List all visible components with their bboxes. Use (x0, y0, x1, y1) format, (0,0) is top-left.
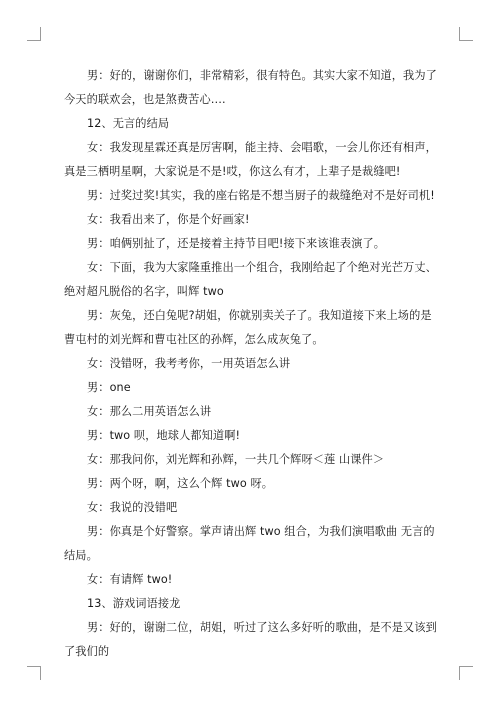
paragraph: 女：我看出来了，你是个好画家! (87, 213, 250, 226)
paragraph: 男：你真是个好警察。掌声请出辉 two 组合，为我们演唱歌曲 无言的结局。 (64, 525, 435, 562)
paragraph: 男：one (87, 381, 131, 394)
paragraph: 男：two 呗，地球人都知道啊! (87, 429, 241, 442)
document-body (64, 64, 440, 664)
paragraph: 女：没错呀，我考考你，一用英语怎么讲 (87, 357, 291, 370)
paragraph: 女：有请辉 two! (87, 573, 173, 586)
paragraph: 男：两个呀，啊，这么个辉 two 呀。 (87, 477, 274, 490)
section-heading: 13、游戏词语接龙 (87, 597, 181, 610)
paragraph: 女：下面，我为大家隆重推出一个组合，我刚给起了个绝对光芒万丈、绝对超凡脱俗的名字，叫辉 two (64, 261, 437, 298)
paragraph: 男：灰兔，还白兔呢?胡姐，你就别卖关子了。我知道接下来上场的是曹屯村的刘光辉和曹屯社区的孙辉，怎么成灰兔了。 (64, 309, 432, 346)
paragraph: 女：那么二用英语怎么讲 (87, 405, 212, 418)
paragraph: 男：好的，谢谢二位，胡姐，听过了这么多好听的歌曲，是不是又该到了我们的 (64, 621, 437, 658)
crop-mark-bottom-left (27, 666, 41, 680)
paragraph: 男：咱俩别扯了，还是接着主持节目吧!接下来该谁表演了。 (87, 237, 386, 250)
paragraph: 男：好的，谢谢你们，非常精彩，很有特色。其实大家不知道，我为了今天的联欢会，也是煞费苦心…. (64, 69, 437, 106)
paragraph: 女：我说的没错吧 (87, 501, 178, 514)
section-heading: 12、无言的结局 (87, 117, 170, 130)
crop-mark-top-right (459, 27, 473, 41)
crop-mark-bottom-right (459, 666, 473, 680)
paragraph: 女：我发现星霖还真是厉害啊，能主持、会唱歌，一会儿你还有相声，真是三栖明星啊，大家说是不是!哎，你这么有才，上辈子是裁缝吧! (64, 141, 437, 178)
paragraph: 女：那我问你，刘光辉和孙辉，一共几个辉呀＜莲 山课件＞ (87, 453, 385, 466)
paragraph: 男：过奖过奖!其实，我的座右铭是不想当厨子的裁缝绝对不是好司机! (87, 189, 435, 202)
crop-mark-top-left (27, 27, 41, 41)
